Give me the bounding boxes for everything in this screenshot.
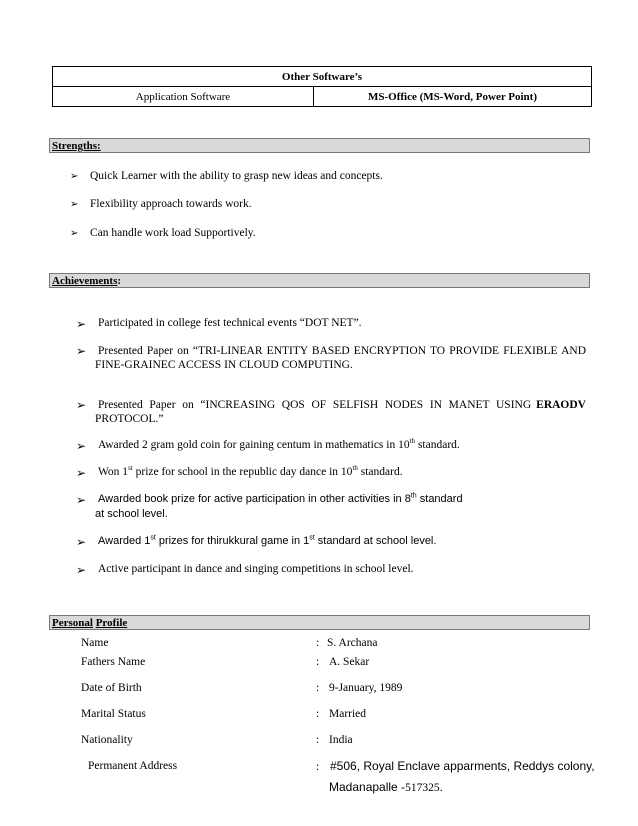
- achievement-item-line: Presented Paper on “TRI-LINEAR ENTITY BASED ENCRYPTION TO PROVIDE FLEXIBLE AND: [98, 345, 586, 357]
- superscript: st: [150, 534, 156, 542]
- software-table: [52, 66, 592, 107]
- profile-label-dob: Date of Birth: [81, 682, 142, 694]
- achievements-title-colon: :: [117, 275, 122, 287]
- achievement-item: Participated in college fest technical events “DOT NET”.: [98, 317, 362, 329]
- achievement-item: [98, 466, 403, 478]
- strengths-title: Strengths:: [52, 140, 101, 152]
- achievement-item-line: PROTOCOL.”: [95, 413, 164, 425]
- profile-label-marital-status: Marital Status: [81, 708, 146, 720]
- profile-separator: :: [316, 637, 320, 649]
- achievements-title: Achievements: [52, 275, 118, 287]
- achievement-text: Awarded book prize for active participation in other activities in 8: [98, 493, 411, 505]
- achievement-item: [98, 535, 436, 547]
- achievement-text: prizes for thirukkural game in 1: [155, 535, 310, 547]
- achievement-text: prize for school in the republic day dance in 10: [132, 466, 353, 478]
- profile-value-address: #506, Royal Enclave apparments, Reddys colony,: [330, 759, 595, 773]
- profile-value-dob: 9-January, 1989: [329, 682, 403, 694]
- achievement-item-line: FINE-GRAINEC ACCESS IN CLOUD COMPUTING.: [95, 359, 353, 371]
- profile-value-nationality: India: [329, 734, 353, 746]
- achievement-text: standard at school level.: [314, 535, 437, 547]
- achievement-item-line: [98, 397, 586, 413]
- bullet-arrow-icon: ➢: [76, 563, 87, 577]
- achievement-text: Awarded 1: [98, 535, 151, 547]
- superscript: th: [409, 437, 416, 446]
- superscript: st: [309, 534, 315, 542]
- bullet-arrow-icon: ➢: [76, 535, 87, 549]
- profile-value-fathers-name: A. Sekar: [329, 656, 370, 668]
- software-table-header: Other Software’s: [53, 67, 592, 87]
- profile-separator: :: [316, 734, 320, 746]
- profile-separator: :: [316, 656, 320, 668]
- strength-item: Quick Learner with the ability to grasp new ideas and concepts.: [90, 170, 383, 182]
- profile-value-name: S. Archana: [327, 637, 378, 649]
- profile-separator: :: [316, 682, 320, 694]
- profile-label-name: Name: [81, 637, 109, 649]
- strength-item: Can handle work load Supportively.: [90, 227, 256, 239]
- profile-separator: :: [316, 761, 320, 773]
- address-city: Madanapalle -: [329, 780, 406, 794]
- bullet-arrow-icon: ➢: [76, 398, 87, 412]
- profile-label-fathers-name: Fathers Name: [81, 656, 146, 668]
- bullet-arrow-icon: ➢: [76, 493, 87, 507]
- bullet-arrow-icon: ➢: [76, 317, 87, 331]
- profile-label-address: Permanent Address: [88, 760, 178, 772]
- achievement-item: [98, 493, 463, 505]
- achievement-text: Presented Paper on “INCREASING QOS OF SELFISH NODES IN MANET USING: [98, 399, 532, 411]
- bullet-arrow-icon: ➢: [70, 171, 79, 182]
- achievement-text: standard.: [415, 439, 460, 451]
- superscript: th: [352, 464, 358, 473]
- achievement-text: Won 1: [98, 466, 129, 478]
- strengths-section-header: [49, 138, 590, 153]
- software-value-cell: MS-Office (MS-Word, Power Point): [314, 87, 592, 107]
- profile-title-profile: Profile: [95, 617, 128, 629]
- bullet-arrow-icon: ➢: [76, 439, 87, 453]
- superscript: st: [128, 464, 133, 473]
- achievements-section-header: [49, 273, 590, 288]
- bullet-arrow-icon: ➢: [76, 466, 87, 480]
- strength-item: Flexibility approach towards work.: [90, 198, 252, 210]
- profile-value-marital-status: Married: [329, 708, 367, 720]
- achievement-text: standard: [416, 493, 463, 505]
- achievement-item-line: at school level.: [95, 508, 168, 520]
- profile-section-header: [49, 615, 590, 630]
- profile-separator: :: [316, 708, 320, 720]
- profile-value-address-line2: [329, 780, 443, 794]
- profile-label-nationality: Nationality: [81, 734, 133, 746]
- address-period: .: [439, 780, 443, 794]
- profile-title-personal: Personal: [52, 617, 93, 629]
- superscript: th: [410, 492, 417, 500]
- achievement-item: [98, 439, 460, 451]
- software-label-cell: Application Software: [53, 87, 314, 107]
- achievement-bold-text: ERAODV: [536, 399, 586, 411]
- achievement-text: Awarded 2 gram gold coin for gaining centum in mathematics in 10: [98, 439, 410, 451]
- bullet-arrow-icon: ➢: [70, 228, 79, 239]
- bullet-arrow-icon: ➢: [70, 199, 79, 210]
- address-pincode: 517325: [405, 782, 440, 794]
- achievement-item: Active participant in dance and singing competitions in school level.: [98, 563, 414, 575]
- achievement-text: standard.: [357, 466, 403, 478]
- bullet-arrow-icon: ➢: [76, 344, 87, 358]
